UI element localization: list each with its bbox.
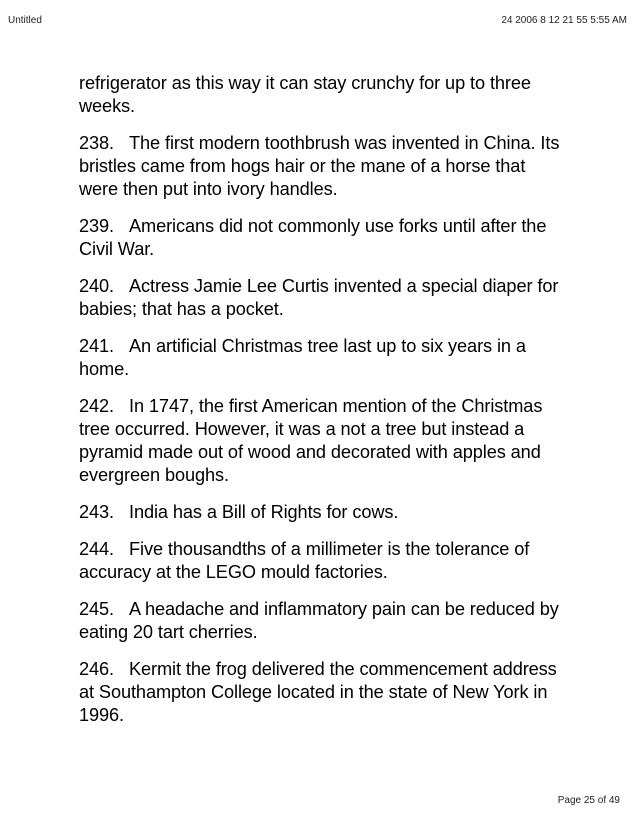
fact-item	[79, 132, 564, 201]
continuation-paragraph: refrigerator as this way it can stay crunchy for up to three weeks.	[79, 73, 531, 116]
fact-number: 242.	[79, 396, 114, 416]
fact-text: Actress Jamie Lee Curtis invented a special diaper for babies; that has a pocket.	[79, 276, 559, 319]
fact-text: A headache and inflammatory pain can be reduced by eating 20 tart cherries.	[79, 599, 559, 642]
fact-text: Americans did not commonly use forks until after the Civil War.	[79, 216, 547, 259]
fact-item	[79, 335, 564, 381]
fact-number: 243.	[79, 502, 114, 522]
page-header	[8, 14, 627, 28]
fact-number: 240.	[79, 276, 114, 296]
fact-number: 245.	[79, 599, 114, 619]
fact-text: Kermit the frog delivered the commencement address at Southampton College located in the state of New York in 1996.	[79, 659, 557, 725]
fact-item	[79, 538, 564, 584]
fact-text: In 1747, the first American mention of the Christmas tree occurred. However, it was a not a tree but instead a pyramid made out of wood and decorated with apples and evergreen boughs.	[79, 396, 543, 485]
fact-item	[79, 215, 564, 261]
fact-number: 241.	[79, 336, 114, 356]
fact-number: 244.	[79, 539, 114, 559]
fact-item	[79, 395, 564, 487]
fact-number: 246.	[79, 659, 114, 679]
page-number: Page 25 of 49	[557, 795, 620, 806]
fact-text: An artificial Christmas tree last up to six years in a home.	[79, 336, 526, 379]
fact-text: The first modern toothbrush was invented in China. Its bristles came from hogs hair or the mane of a horse that were then put into ivory handles.	[79, 133, 560, 199]
fact-text: Five thousandths of a millimeter is the tolerance of accuracy at the LEGO mould factories.	[79, 539, 530, 582]
print-timestamp: 24 2006 8 12 21 55 5:55 AM	[501, 15, 627, 26]
document-title: Untitled	[8, 15, 42, 26]
fact-item	[79, 658, 564, 727]
fact-number: 238.	[79, 133, 114, 153]
fact-text: India has a Bill of Rights for cows.	[129, 502, 399, 522]
document-body	[79, 72, 564, 741]
fact-item	[79, 275, 564, 321]
fact-number: 239.	[79, 216, 114, 236]
fact-item	[79, 501, 564, 524]
fact-item	[79, 598, 564, 644]
